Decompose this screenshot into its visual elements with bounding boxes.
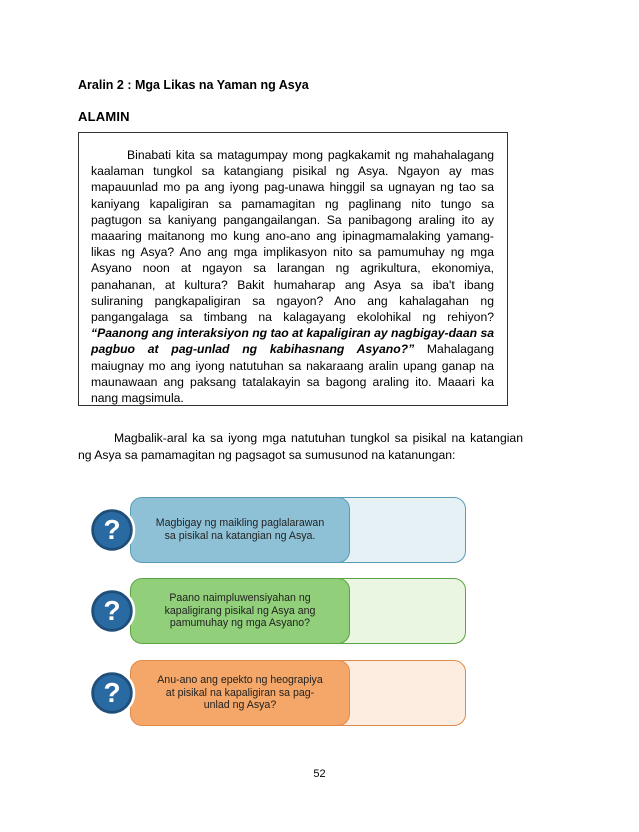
section-heading: ALAMIN [78,109,130,124]
svg-text:?: ? [103,677,121,708]
intro-text: Binabati kita sa matagumpay mong pagkakamit ng mahahalagang kaalaman tungkol sa katangiang pisikal ng Asya. Ngayon ay mas mapauunlad mo pa ang iyong pag-unawa hinggil sa ugnayan ng tao sa kaniyang kapaligiran sa pamamagitan ng paglinang nito tungo sa pagtugon sa kaniyang pangangailangan. Sa panibagong araling ito ay maaaring maitanong mo kung ano-ano ang ipinagmamalaking yamang-likas ng Asya? Ano ang mga implikasyon nito sa pamumuhay ng mga Asyano noon at ngayon sa larangan ng agrikultura, ekonomiya, panahanan, at kultura? Bakit humaharap ang Asya sa iba't ibang suliraning pangkapaligiran sa ngayon? Ano ang kahalagahan ng pangangalaga sa timbang na kalagayang ekolohikal ng rehiyon? [91,148,494,325]
question-card [88,578,468,644]
question-mark-icon [88,587,136,635]
review-instruction [78,430,523,464]
intro-emphasis: “Paanong ang interaksiyon ng tao at kapaligiran ay nagbigay-daan sa pagbuo at pag-unlad ng kabihasnang Asyano?” [91,326,494,357]
question-prompt [130,497,350,563]
svg-text:?: ? [103,514,121,545]
intro-text-closing: Mahalagang maiugnay mo ang iyong natutuhan sa nakaraang aralin upang ganap na maunawaan ang paksang tatalakayin sa bagong araling ito. Maaari ka nang magsimula. [91,342,494,406]
intro-box [78,132,508,406]
question-mark-icon [88,506,136,554]
page-number: 52 [313,768,326,780]
question-text: Paano naimpluwensiyahan ng kapaligirang pisikal ng Asya ang pamumuhay ng mga Asyano? [164,592,316,630]
question-prompt [130,578,350,644]
question-text: Anu-ano ang epekto ng heograpiya at pisikal na kapaligiran sa pag-unlad ng Asya? [157,674,323,712]
question-prompt [130,660,350,726]
intro-paragraph [91,147,494,406]
question-text: Magbigay ng maikling paglalarawan sa pisikal na katangian ng Asya. [155,517,325,542]
question-card [88,497,468,563]
svg-text:?: ? [103,595,121,626]
lesson-title: Aralin 2 : Mga Likas na Yaman ng Asya [78,78,309,92]
question-card [88,660,468,726]
review-instruction-text: Magbalik-aral ka sa iyong mga natutuhan tungkol sa pisikal na katangian ng Asya sa pamamagitan ng pagsagot sa sumusunod na katanungan: [78,431,523,462]
question-mark-icon [88,669,136,717]
